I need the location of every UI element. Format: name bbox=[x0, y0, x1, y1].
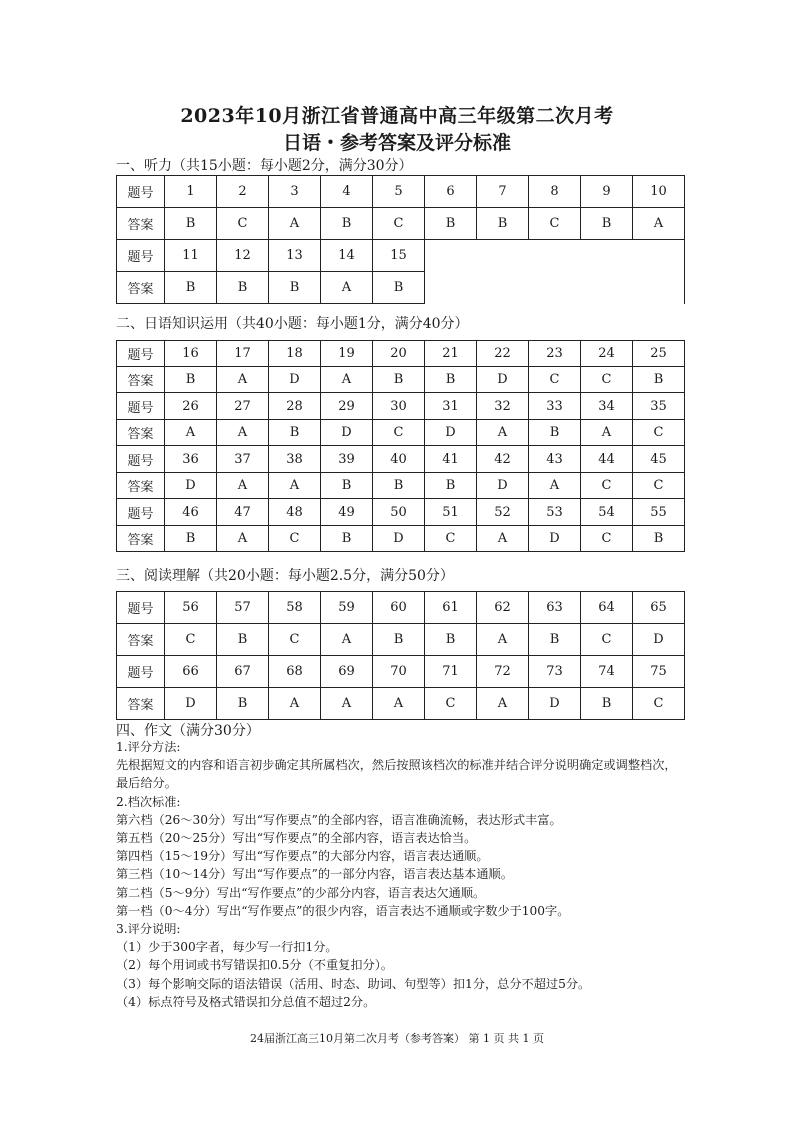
answer-cell: D bbox=[529, 526, 581, 552]
method-text: 先根据短文的内容和语言初步确定其所属档次，然后按照该档次的标准并结合评分说明确定或调整档次，最后给分。 bbox=[116, 758, 677, 791]
answer-label: 答案 bbox=[117, 208, 165, 240]
note-item: （3）每个影响交际的语法错误（活用、时态、助词、句型等）扣1分，总分不超过5分。 bbox=[116, 976, 591, 991]
answer-cell: B bbox=[165, 272, 217, 304]
question-number: 14 bbox=[321, 240, 373, 272]
question-number: 21 bbox=[425, 341, 477, 367]
question-number: 28 bbox=[269, 393, 321, 420]
answer-cell: A bbox=[217, 367, 269, 393]
question-number: 33 bbox=[529, 393, 581, 420]
answer-cell: B bbox=[425, 473, 477, 499]
answer-cell: C bbox=[633, 688, 685, 720]
answer-cell: B bbox=[321, 473, 373, 499]
question-label: 题号 bbox=[117, 240, 165, 272]
question-number: 74 bbox=[581, 656, 633, 688]
table-row bbox=[117, 420, 685, 446]
question-number: 66 bbox=[165, 656, 217, 688]
answer-cell: B bbox=[165, 208, 217, 240]
table-row bbox=[117, 624, 685, 656]
answer-label: 答案 bbox=[117, 473, 165, 499]
answer-cell: B bbox=[321, 526, 373, 552]
answer-cell: A bbox=[165, 420, 217, 446]
answer-cell: C bbox=[165, 624, 217, 656]
answer-cell: D bbox=[477, 367, 529, 393]
question-number: 37 bbox=[217, 446, 269, 473]
table-row bbox=[117, 393, 685, 420]
table-row bbox=[117, 592, 685, 624]
answer-cell: A bbox=[477, 624, 529, 656]
question-label: 题号 bbox=[117, 446, 165, 473]
answer-cell: A bbox=[269, 208, 321, 240]
question-number: 36 bbox=[165, 446, 217, 473]
table-row bbox=[117, 473, 685, 499]
answer-cell: D bbox=[373, 526, 425, 552]
answer-cell: A bbox=[269, 688, 321, 720]
answer-cell: D bbox=[477, 473, 529, 499]
reading-answer-table bbox=[116, 591, 685, 720]
question-number: 71 bbox=[425, 656, 477, 688]
knowledge-answer-table bbox=[116, 340, 685, 552]
question-number: 18 bbox=[269, 341, 321, 367]
answer-cell: A bbox=[373, 688, 425, 720]
question-number: 41 bbox=[425, 446, 477, 473]
answer-cell: B bbox=[269, 272, 321, 304]
question-number: 49 bbox=[321, 499, 373, 526]
answer-label: 答案 bbox=[117, 624, 165, 656]
page-subtitle: 日语・参考答案及评分标准 bbox=[282, 132, 511, 154]
answer-cell: B bbox=[633, 526, 685, 552]
question-number: 40 bbox=[373, 446, 425, 473]
answer-label: 答案 bbox=[117, 367, 165, 393]
table-row bbox=[117, 367, 685, 393]
question-number: 44 bbox=[581, 446, 633, 473]
answer-cell: B bbox=[165, 526, 217, 552]
answer-cell: A bbox=[217, 526, 269, 552]
writing-criteria bbox=[116, 738, 686, 1011]
answer-cell: B bbox=[269, 420, 321, 446]
answer-cell: C bbox=[581, 526, 633, 552]
answer-cell: C bbox=[581, 367, 633, 393]
answer-cell: C bbox=[217, 208, 269, 240]
answer-cell: D bbox=[529, 688, 581, 720]
answer-cell: C bbox=[373, 208, 425, 240]
answer-cell: C bbox=[425, 526, 477, 552]
question-number: 25 bbox=[633, 341, 685, 367]
question-number: 30 bbox=[373, 393, 425, 420]
answer-cell: A bbox=[217, 473, 269, 499]
answer-cell: D bbox=[165, 473, 217, 499]
reading-heading: 三、阅读理解（共20小题：每小题2.5分，满分50分） bbox=[116, 568, 454, 584]
listening-answer-table bbox=[116, 175, 685, 304]
answer-label: 答案 bbox=[117, 420, 165, 446]
question-label: 题号 bbox=[117, 341, 165, 367]
question-number: 50 bbox=[373, 499, 425, 526]
question-number: 2 bbox=[217, 176, 269, 208]
answer-label: 答案 bbox=[117, 272, 165, 304]
question-label: 题号 bbox=[117, 656, 165, 688]
question-number: 16 bbox=[165, 341, 217, 367]
note-item: （4）标点符号及格式错误扣分总值不超过2分。 bbox=[116, 994, 376, 1009]
question-number: 29 bbox=[321, 393, 373, 420]
question-number: 68 bbox=[269, 656, 321, 688]
answer-cell: B bbox=[217, 272, 269, 304]
answer-cell: D bbox=[425, 420, 477, 446]
table-row bbox=[117, 526, 685, 552]
question-number: 45 bbox=[633, 446, 685, 473]
grade-item: 第五档（20～25分）写出“写作要点”的全部内容，语言表达恰当。 bbox=[116, 831, 477, 846]
question-number: 57 bbox=[217, 592, 269, 624]
answer-cell: D bbox=[321, 420, 373, 446]
question-number: 38 bbox=[269, 446, 321, 473]
table-row bbox=[117, 446, 685, 473]
question-number: 62 bbox=[477, 592, 529, 624]
grades-title: 2.档次标准: bbox=[116, 794, 181, 809]
answer-cell: B bbox=[165, 367, 217, 393]
answer-cell: C bbox=[633, 420, 685, 446]
answer-cell: B bbox=[321, 208, 373, 240]
answer-cell: C bbox=[269, 624, 321, 656]
table-row bbox=[117, 240, 685, 272]
question-number: 26 bbox=[165, 393, 217, 420]
question-number: 22 bbox=[477, 341, 529, 367]
answer-cell: A bbox=[321, 367, 373, 393]
table-row bbox=[117, 208, 685, 240]
notes-title: 3.评分说明: bbox=[116, 922, 181, 937]
answer-cell: A bbox=[321, 688, 373, 720]
answer-cell: B bbox=[373, 272, 425, 304]
question-number: 31 bbox=[425, 393, 477, 420]
answer-cell: D bbox=[165, 688, 217, 720]
answer-cell: C bbox=[581, 473, 633, 499]
question-number: 73 bbox=[529, 656, 581, 688]
answer-cell: B bbox=[633, 367, 685, 393]
grade-item: 第六档（26～30分）写出“写作要点”的全部内容，语言准确流畅，表达形式丰富。 bbox=[116, 812, 562, 827]
question-number: 65 bbox=[633, 592, 685, 624]
question-number: 12 bbox=[217, 240, 269, 272]
question-label: 题号 bbox=[117, 176, 165, 208]
answer-cell: B bbox=[425, 208, 477, 240]
question-number: 27 bbox=[217, 393, 269, 420]
question-number: 56 bbox=[165, 592, 217, 624]
question-number: 6 bbox=[425, 176, 477, 208]
answer-cell: C bbox=[581, 624, 633, 656]
writing-heading: 四、作文（满分30分） bbox=[116, 723, 260, 739]
answer-cell: B bbox=[217, 624, 269, 656]
question-number: 23 bbox=[529, 341, 581, 367]
question-number: 48 bbox=[269, 499, 321, 526]
answer-cell: B bbox=[529, 624, 581, 656]
question-number: 75 bbox=[633, 656, 685, 688]
grade-item: 第二档（5～9分）写出“写作要点”的少部分内容，语言表达欠通顺。 bbox=[116, 885, 486, 900]
question-number: 15 bbox=[373, 240, 425, 272]
question-number: 13 bbox=[269, 240, 321, 272]
answer-cell: A bbox=[529, 473, 581, 499]
page-title: 2023年10月浙江省普通高中高三年级第二次月考 bbox=[180, 105, 614, 127]
question-number: 4 bbox=[321, 176, 373, 208]
table-row bbox=[117, 499, 685, 526]
question-number: 5 bbox=[373, 176, 425, 208]
answer-label: 答案 bbox=[117, 526, 165, 552]
question-number: 63 bbox=[529, 592, 581, 624]
question-number: 51 bbox=[425, 499, 477, 526]
answer-label: 答案 bbox=[117, 688, 165, 720]
question-number: 72 bbox=[477, 656, 529, 688]
question-number: 35 bbox=[633, 393, 685, 420]
answer-cell: D bbox=[269, 367, 321, 393]
answer-cell: C bbox=[373, 420, 425, 446]
question-number: 69 bbox=[321, 656, 373, 688]
answer-cell: C bbox=[633, 473, 685, 499]
question-label: 题号 bbox=[117, 499, 165, 526]
answer-cell: A bbox=[477, 688, 529, 720]
listening-heading: 一、听力（共15小题：每小题2分，满分30分） bbox=[116, 158, 413, 174]
question-number: 10 bbox=[633, 176, 685, 208]
question-number: 9 bbox=[581, 176, 633, 208]
answer-cell: B bbox=[373, 624, 425, 656]
question-number: 60 bbox=[373, 592, 425, 624]
question-number: 39 bbox=[321, 446, 373, 473]
answer-cell: A bbox=[581, 420, 633, 446]
knowledge-heading: 二、日语知识运用（共40小题：每小题1分，满分40分） bbox=[116, 316, 469, 332]
question-label: 题号 bbox=[117, 592, 165, 624]
answer-cell: B bbox=[373, 473, 425, 499]
question-number: 8 bbox=[529, 176, 581, 208]
question-label: 题号 bbox=[117, 393, 165, 420]
answer-cell: A bbox=[477, 526, 529, 552]
table-row bbox=[117, 341, 685, 367]
answer-cell: A bbox=[633, 208, 685, 240]
answer-cell: B bbox=[581, 688, 633, 720]
answer-cell: B bbox=[529, 420, 581, 446]
answer-cell: B bbox=[373, 367, 425, 393]
question-number: 58 bbox=[269, 592, 321, 624]
question-number: 47 bbox=[217, 499, 269, 526]
question-number: 43 bbox=[529, 446, 581, 473]
question-number: 61 bbox=[425, 592, 477, 624]
question-number: 24 bbox=[581, 341, 633, 367]
answer-cell: A bbox=[321, 272, 373, 304]
question-number: 52 bbox=[477, 499, 529, 526]
note-item: （1）少于300字者，每少写一行扣1分。 bbox=[116, 940, 338, 955]
grade-item: 第三档（10～14分）写出“写作要点”的一部分内容，语言表达基本通顺。 bbox=[116, 867, 513, 882]
question-number: 20 bbox=[373, 341, 425, 367]
note-item: （2）每个用词或书写错误扣0.5分（不重复扣分）。 bbox=[116, 958, 393, 973]
question-number: 46 bbox=[165, 499, 217, 526]
question-number: 19 bbox=[321, 341, 373, 367]
answer-cell: C bbox=[529, 208, 581, 240]
answer-cell: C bbox=[529, 367, 581, 393]
question-number: 42 bbox=[477, 446, 529, 473]
answer-cell: A bbox=[269, 473, 321, 499]
question-number: 17 bbox=[217, 341, 269, 367]
method-title: 1.评分方法: bbox=[116, 740, 181, 754]
question-number: 64 bbox=[581, 592, 633, 624]
table-row bbox=[117, 688, 685, 720]
answer-cell: A bbox=[477, 420, 529, 446]
answer-cell: C bbox=[425, 688, 477, 720]
question-number: 7 bbox=[477, 176, 529, 208]
question-number: 54 bbox=[581, 499, 633, 526]
grade-item: 第四档（15～19分）写出“写作要点”的大部分内容，语言表达通顺。 bbox=[116, 849, 489, 864]
question-number: 32 bbox=[477, 393, 529, 420]
question-number: 70 bbox=[373, 656, 425, 688]
question-number: 34 bbox=[581, 393, 633, 420]
answer-cell: D bbox=[633, 624, 685, 656]
table-row bbox=[117, 176, 685, 208]
table-row bbox=[117, 656, 685, 688]
question-number: 11 bbox=[165, 240, 217, 272]
answer-cell: B bbox=[581, 208, 633, 240]
question-number: 1 bbox=[165, 176, 217, 208]
grade-item: 第一档（0～4分）写出“写作要点”的很少内容，语言表达不通顺或字数少于100字。 bbox=[116, 903, 570, 918]
answer-cell: B bbox=[425, 624, 477, 656]
question-number: 55 bbox=[633, 499, 685, 526]
answer-cell: C bbox=[269, 526, 321, 552]
question-number: 53 bbox=[529, 499, 581, 526]
page-footer: 24届浙江高三10月第二次月考（参考答案） 第 1 页 共 1 页 bbox=[250, 1032, 544, 1045]
question-number: 59 bbox=[321, 592, 373, 624]
answer-cell: B bbox=[477, 208, 529, 240]
answer-cell: B bbox=[217, 688, 269, 720]
question-number: 3 bbox=[269, 176, 321, 208]
empty-cell bbox=[425, 240, 685, 304]
answer-cell: A bbox=[217, 420, 269, 446]
question-number: 67 bbox=[217, 656, 269, 688]
answer-cell: A bbox=[321, 624, 373, 656]
answer-cell: B bbox=[425, 367, 477, 393]
